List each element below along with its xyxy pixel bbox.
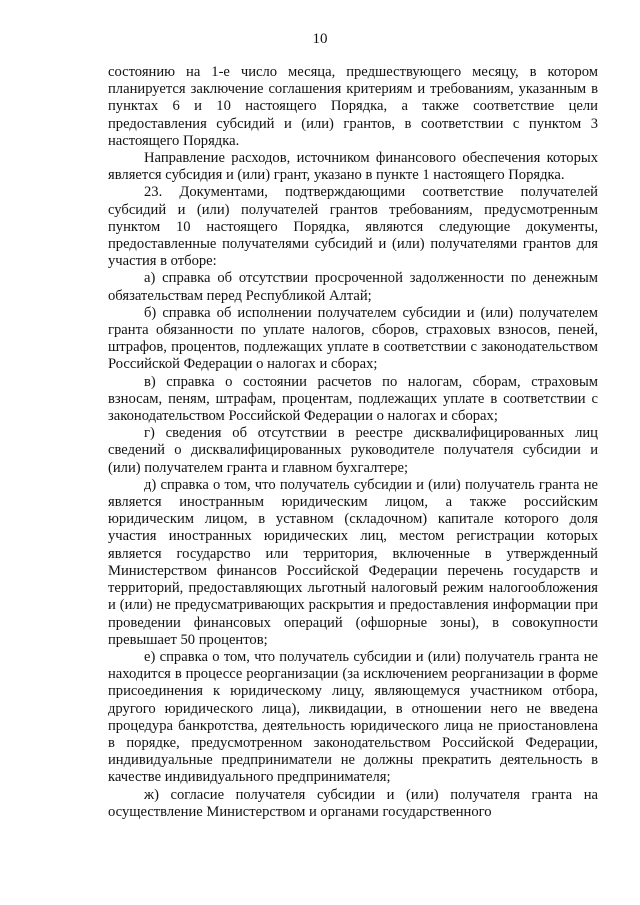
list-item-e: е) справка о том, что получатель субсидии и (или) получатель гранта не находится в процессе реорганизации (за исключением реорганизации в форме присоединения к юридическому лицу, являющемуся участником отбора, другого юридического лица), ликвидации, в отношении него не введена процедура банкротства, деятельность юридического лица не приостановлена в порядке, предусмотренном законодательством Российской Федерации, индивидуальные предприниматели не должны прекратить деятельность в качестве индивидуального предпринимателя; — [108, 648, 598, 786]
page-number: 10 — [312, 31, 328, 47]
document-body — [108, 64, 598, 821]
paragraph-item-23: 23. Документами, подтверждающими соответствие получателей субсидий и (или) получателей грантов требованиям, предусмотренным пунктом 10 настоящего Порядка, являются следующие документы, предоставленные получателями субсидий и (или) получателями грантов для участия в отборе: — [108, 184, 598, 270]
list-item-a: а) справка об отсутствии просроченной задолженности по денежным обязательствам перед Республикой Алтай; — [108, 270, 598, 304]
list-item-v: в) справка о состоянии расчетов по налогам, сборам, страховым взносам, пеням, штрафам, процентам, подлежащих уплате в соответствии с законодательством Российской Федерации о налогах и сборах; — [108, 373, 598, 425]
list-item-g: г) сведения об отсутствии в реестре дисквалифицированных лиц сведений о дисквалифицированных руководителе получателя субсидии и (или) получателем гранта и главном бухгалтере; — [108, 425, 598, 476]
paragraph-continuation: состоянию на 1-е число месяца, предшествующего месяцу, в котором планируется заключение соглашения критериям и требованиям, указанным в пунктах 6 и 10 настоящего Порядка, а также соответствие цели предоставления субсидий и (или) грантов, в соответствии с пунктом 3 настоящего Порядка. — [108, 64, 598, 149]
list-item-d: д) справка о том, что получатель субсидии и (или) получатель гранта не является иностранным юридическим лицом, а также российским юридическим лицом, в уставном (складочном) капитале которого доля участия иностранных юридических лиц, местом регистрации которых является государство или территория, включенные в утвержденный Министерством финансов Российской Федерации перечень государств и территорий, предоставляющих льготный налоговый режим налогообложения и (или) не предусматривающих раскрытия и предоставления информации при проведении финансовых операций (офшорные зоны), в совокупности превышает 50 процентов; — [108, 476, 598, 648]
list-item-zh: ж) согласие получателя субсидии и (или) получателя гранта на осуществление Министерством и органами государственного — [108, 786, 598, 820]
paragraph-expense-direction: Направление расходов, источником финансового обеспечения которых является субсидия и (или) грант, указано в пункте 1 настоящего Порядка. — [108, 150, 598, 184]
list-item-b: б) справка об исполнении получателем субсидии и (или) получателем гранта обязанности по уплате налогов, сборов, страховых взносов, пеней, штрафов, процентов, подлежащих уплате в соответствии с законодательством Российской Федерации о налогах и сборах; — [108, 304, 598, 373]
